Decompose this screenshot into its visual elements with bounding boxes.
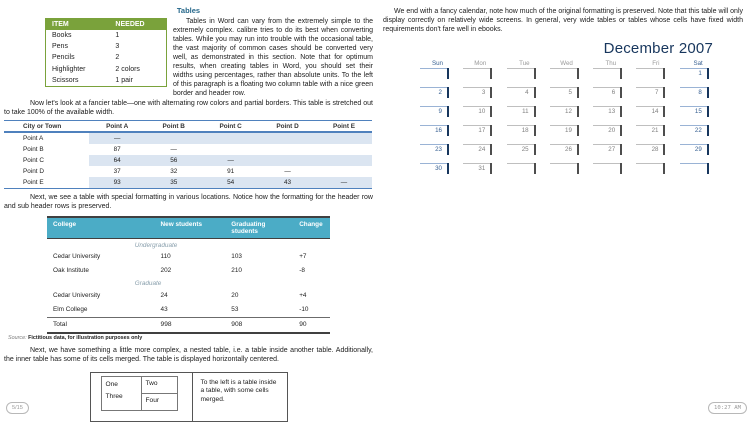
table-cell: 2 colors xyxy=(115,65,140,73)
table-cell: — xyxy=(89,132,145,144)
calendar-cell-bar xyxy=(707,163,709,174)
calendar-cell-bar xyxy=(663,163,665,174)
table-cell: 202 xyxy=(160,267,172,275)
table-row xyxy=(46,75,167,87)
table-cell: -10 xyxy=(299,306,309,314)
table-cell: 53 xyxy=(231,306,239,314)
nested-table-paragraph: Next, we have something a little more complex, a nested table, i.e. a table inside another table. Additionally, the inner table has some of its cells merged. The table is displayed horizontally centered. xyxy=(4,346,373,363)
calendar-cell-bar xyxy=(620,125,622,136)
table-row xyxy=(46,64,167,75)
table-cell xyxy=(202,132,259,144)
calendar-cell-bar xyxy=(490,106,492,117)
table-header-row xyxy=(4,121,372,133)
table-cell: Point C xyxy=(4,155,89,166)
source-label: Source: xyxy=(8,334,27,341)
points-table-body xyxy=(4,132,372,189)
nested-table-outer xyxy=(90,372,288,422)
table-cell: — xyxy=(316,177,372,189)
table-cell: 54 xyxy=(202,177,259,189)
table-header-cell: NEEDED xyxy=(109,19,166,31)
table-cell: Oak Institute xyxy=(53,267,89,275)
calendar-cell-bar xyxy=(707,87,709,98)
table-header-row xyxy=(46,19,167,31)
table-row xyxy=(47,288,330,302)
table-row xyxy=(4,166,372,177)
table-cell xyxy=(259,132,316,144)
calendar-day-cell: 25 xyxy=(507,144,534,163)
calendar-cell-bar xyxy=(707,125,709,136)
table-cell: Cedar University xyxy=(53,291,101,299)
calendar-title: December 2007 xyxy=(603,40,713,57)
table-cell: 103 xyxy=(231,253,242,261)
fancier-table-paragraph: Now let's look at a fancier table—one with alternating row colors and partial borders. This table is stretched out to take 100% of the available width. xyxy=(4,100,373,116)
table-cell xyxy=(202,144,259,155)
calendar-cell-bar xyxy=(490,144,492,155)
table-header-cell: Point D xyxy=(259,121,316,133)
table-cell: 56 xyxy=(145,155,202,166)
table-cell: Books xyxy=(52,32,72,40)
table-cell: 43 xyxy=(259,177,316,189)
calendar-cell-bar xyxy=(663,106,665,117)
table-row xyxy=(47,303,330,318)
calendar-paragraph: We end with a fancy calendar, note how much of the original formatting is preserved. Note that this table will only display correctly on relatively wide screens. In general, very wide tables or tables whose cells have fixed width requirements don't fare well in ebooks. xyxy=(383,8,743,33)
calendar-cell-bar xyxy=(663,125,665,136)
table-cell: 90 xyxy=(293,317,330,333)
calendar-day-cell: 30 xyxy=(420,163,447,182)
calendar-day-cell: 23 xyxy=(420,144,447,163)
calendar-cell-bar xyxy=(447,106,449,117)
calendar-day-cell: 26 xyxy=(550,144,577,163)
supplies-table-body xyxy=(46,30,167,86)
calendar-cell-bar xyxy=(490,68,492,79)
table-cell: 37 xyxy=(113,168,121,175)
table-header-cell: New students xyxy=(155,217,226,239)
calendar-cell-bar xyxy=(534,125,536,136)
table-row xyxy=(4,144,372,155)
calendar-cell-bar xyxy=(707,144,709,155)
table-header-cell: Point E xyxy=(316,121,372,133)
table-header-cell: Change xyxy=(293,217,330,239)
calendar-day-cell xyxy=(463,68,490,87)
calendar-cell-bar xyxy=(707,106,709,117)
calendar-day-cell xyxy=(593,68,620,87)
calendar-cell-bar xyxy=(490,163,492,174)
table-cell: +7 xyxy=(299,253,307,261)
table-cell: Point D xyxy=(4,166,89,177)
table-row xyxy=(46,41,167,52)
calendar-grid xyxy=(420,68,713,182)
calendar-day-cell: 15 xyxy=(680,106,707,125)
table-cell xyxy=(316,144,372,155)
calendar-day-cell: 10 xyxy=(463,106,490,125)
table-cell: Pens xyxy=(52,43,68,51)
calendar-day-cell: 14 xyxy=(636,106,663,125)
calendar-cell-bar xyxy=(490,125,492,136)
table-cell: — xyxy=(202,155,259,166)
college-table-body xyxy=(47,239,330,333)
calendar-cell-bar xyxy=(534,87,536,98)
calendar-day-cell xyxy=(680,163,707,182)
table-row xyxy=(46,52,167,63)
calendar-cell-bar xyxy=(620,87,622,98)
table-cell: — xyxy=(284,168,291,175)
table-cell: — xyxy=(170,146,177,153)
calendar-day-cell xyxy=(507,68,534,87)
calendar-cell-bar xyxy=(620,144,622,155)
table-cell: Point B xyxy=(4,144,89,155)
points-table xyxy=(4,120,372,189)
calendar-day-cell: 16 xyxy=(420,125,447,144)
table-cell xyxy=(316,132,372,144)
table-cell: 110 xyxy=(160,253,171,261)
calendar-cell-bar xyxy=(447,144,449,155)
table-row xyxy=(46,30,167,41)
table-cell: Point E xyxy=(4,177,89,189)
nested-table-caption: To the left is a table inside a table, with some cells merged. xyxy=(200,378,277,403)
table-cell: 1 pair xyxy=(115,76,133,84)
source-text: Fictitious data, for illustration purposes only xyxy=(28,334,143,341)
calendar-day-cell: 24 xyxy=(463,144,490,163)
table-cell: +4 xyxy=(299,291,307,299)
inner-cell-merged xyxy=(101,376,141,410)
calendar-day-cell: 5 xyxy=(550,87,577,106)
table-cell: 35 xyxy=(145,177,202,189)
calendar-day-cell: 6 xyxy=(593,87,620,106)
table-header-row xyxy=(47,217,330,239)
table-cell xyxy=(259,155,316,166)
calendar-cell-bar xyxy=(577,163,579,174)
calendar-day-cell xyxy=(636,163,663,182)
table-cell: Highlighter xyxy=(52,65,86,73)
table-row xyxy=(47,250,330,264)
calendar-day-cell: 21 xyxy=(636,125,663,144)
calendar-day-header: Thu xyxy=(605,60,617,67)
calendar-day-cell: 18 xyxy=(507,125,534,144)
calendar-cell-bar xyxy=(707,68,709,79)
calendar-day-cell xyxy=(550,163,577,182)
sub-header-cell: Undergraduate xyxy=(134,241,178,249)
calendar-day-cell xyxy=(636,68,663,87)
table-cell: 998 xyxy=(155,317,226,333)
table-row xyxy=(4,177,372,189)
sub-header-cell: Graduate xyxy=(134,280,162,288)
calendar-day-header: Wed xyxy=(560,60,573,67)
clock: 10:27 AM xyxy=(708,402,747,414)
table-header-cell: College xyxy=(47,217,155,239)
calendar-day-header: Mon xyxy=(474,60,487,67)
table-row xyxy=(4,155,372,166)
calendar-cell-bar xyxy=(577,68,579,79)
table-cell: 32 xyxy=(170,168,178,175)
calendar-day-header: Sat xyxy=(693,60,703,67)
calendar-cell-bar xyxy=(577,144,579,155)
table-row xyxy=(47,317,330,333)
table-cell: Total xyxy=(47,317,155,333)
calendar-day-cell: 2 xyxy=(420,87,447,106)
calendar-cell-bar xyxy=(534,163,536,174)
calendar-day-cell: 28 xyxy=(636,144,663,163)
table-cell: 91 xyxy=(227,168,235,175)
calendar-day-cell xyxy=(420,68,447,87)
table-cell: 87 xyxy=(113,146,121,153)
calendar-day-cell: 1 xyxy=(680,68,707,87)
calendar-day-header: Sun xyxy=(431,60,443,67)
table-cell: 24 xyxy=(160,291,168,299)
calendar-day-cell: 7 xyxy=(636,87,663,106)
calendar-cell-bar xyxy=(620,163,622,174)
table-cell: 2 xyxy=(115,54,120,62)
calendar-cell-bar xyxy=(663,87,665,98)
table-header-cell: ITEM xyxy=(46,19,110,31)
calendar-cell-bar xyxy=(447,125,449,136)
calendar-day-cell xyxy=(593,163,620,182)
calendar-cell-bar xyxy=(534,144,536,155)
special-formatting-paragraph: Next, we see a table with special formatting in various locations. Notice how the formatting for the header row and sub header rows is preserved. xyxy=(4,194,373,210)
inner-cell-one: One xyxy=(105,380,118,388)
table-cell: 210 xyxy=(231,267,242,275)
table-cell xyxy=(316,155,372,166)
college-table xyxy=(47,216,330,334)
table-header-cell: Point C xyxy=(202,121,259,133)
calendar-day-cell: 20 xyxy=(593,125,620,144)
calendar-cell-bar xyxy=(447,87,449,98)
table-cell xyxy=(259,144,316,155)
table-row xyxy=(47,264,330,278)
table-cell: Scissors xyxy=(52,76,79,84)
calendar-day-cell: 11 xyxy=(507,106,534,125)
table-cell xyxy=(145,132,202,144)
calendar-cell-bar xyxy=(577,106,579,117)
calendar-day-cell: 12 xyxy=(550,106,577,125)
table-cell: Pencils xyxy=(52,54,75,62)
source-note xyxy=(8,335,373,341)
calendar-day-cell: 4 xyxy=(507,87,534,106)
calendar-cell-bar xyxy=(534,106,536,117)
table-cell: Cedar University xyxy=(53,253,101,261)
table-header-cell: City or Town xyxy=(4,121,89,133)
table-header-cell: Graduating students xyxy=(225,217,293,239)
table-cell: 3 xyxy=(115,43,120,51)
calendar-day-cell xyxy=(550,68,577,87)
table-cell: Elm College xyxy=(53,306,88,314)
page-indicator[interactable]: 5/15 xyxy=(6,402,29,414)
table-header-cell: Point B xyxy=(145,121,202,133)
table-cell: 43 xyxy=(160,306,168,314)
table-cell: Point A xyxy=(4,132,89,144)
table-header-cell: Point A xyxy=(89,121,145,133)
table-cell xyxy=(316,166,372,177)
calendar-day-cell: 27 xyxy=(593,144,620,163)
calendar-day-cell: 8 xyxy=(680,87,707,106)
calendar-day-cell: 9 xyxy=(420,106,447,125)
calendar-day-header: Tue xyxy=(519,60,530,67)
calendar-cell-bar xyxy=(620,106,622,117)
calendar-cell-bar xyxy=(577,125,579,136)
calendar-day-cell: 19 xyxy=(550,125,577,144)
calendar-day-cell: 13 xyxy=(593,106,620,125)
right-page[interactable] xyxy=(376,0,752,398)
table-row xyxy=(47,239,330,250)
calendar-day-cell xyxy=(507,163,534,182)
calendar-day-header: Fri xyxy=(652,60,660,67)
calendar-cell-bar xyxy=(490,87,492,98)
left-page[interactable] xyxy=(0,0,376,404)
table-cell: 93 xyxy=(89,177,145,189)
table-row xyxy=(47,278,330,289)
table-cell: 908 xyxy=(225,317,293,333)
section-heading: Tables xyxy=(176,6,201,15)
calendar-cell-bar xyxy=(447,163,449,174)
table-cell: 20 xyxy=(231,291,239,299)
intro-paragraph: Tables in Word can vary from the extremely simple to the extremely complex. calibre tries to do its best when converting tables. While you may run into trouble with the occasional table, the vast majority of common cases should be converted very well, as demonstrated in this section. Note that for optimum results, when creating tables in Word, you should set their widths using percentages, rather than absolute units. To the left of this paragraph is a floating two column table with a nice green border and header row. xyxy=(173,18,373,97)
table-cell: 1 xyxy=(115,32,120,40)
calendar-day-headers xyxy=(420,60,713,68)
calendar-day-cell: 3 xyxy=(463,87,490,106)
nested-table-left-cell xyxy=(91,373,193,421)
calendar-cell-bar xyxy=(663,68,665,79)
calendar-cell-bar xyxy=(577,87,579,98)
inner-cell-two: Two xyxy=(141,376,177,393)
calendar-day-cell: 22 xyxy=(680,125,707,144)
nested-inner-table xyxy=(101,376,178,411)
inner-cell-three: Three xyxy=(105,392,123,400)
table-cell: 64 xyxy=(89,155,145,166)
calendar-day-cell: 29 xyxy=(680,144,707,163)
calendar xyxy=(420,40,713,182)
table-row xyxy=(4,132,372,144)
calendar-cell-bar xyxy=(447,68,449,79)
calendar-day-cell: 17 xyxy=(463,125,490,144)
calendar-cell-bar xyxy=(663,144,665,155)
calendar-cell-bar xyxy=(620,68,622,79)
inner-cell-four: Four xyxy=(141,393,177,410)
calendar-cell-bar xyxy=(534,68,536,79)
table-cell: -8 xyxy=(299,267,305,275)
supplies-table xyxy=(45,18,167,87)
calendar-day-cell: 31 xyxy=(463,163,490,182)
